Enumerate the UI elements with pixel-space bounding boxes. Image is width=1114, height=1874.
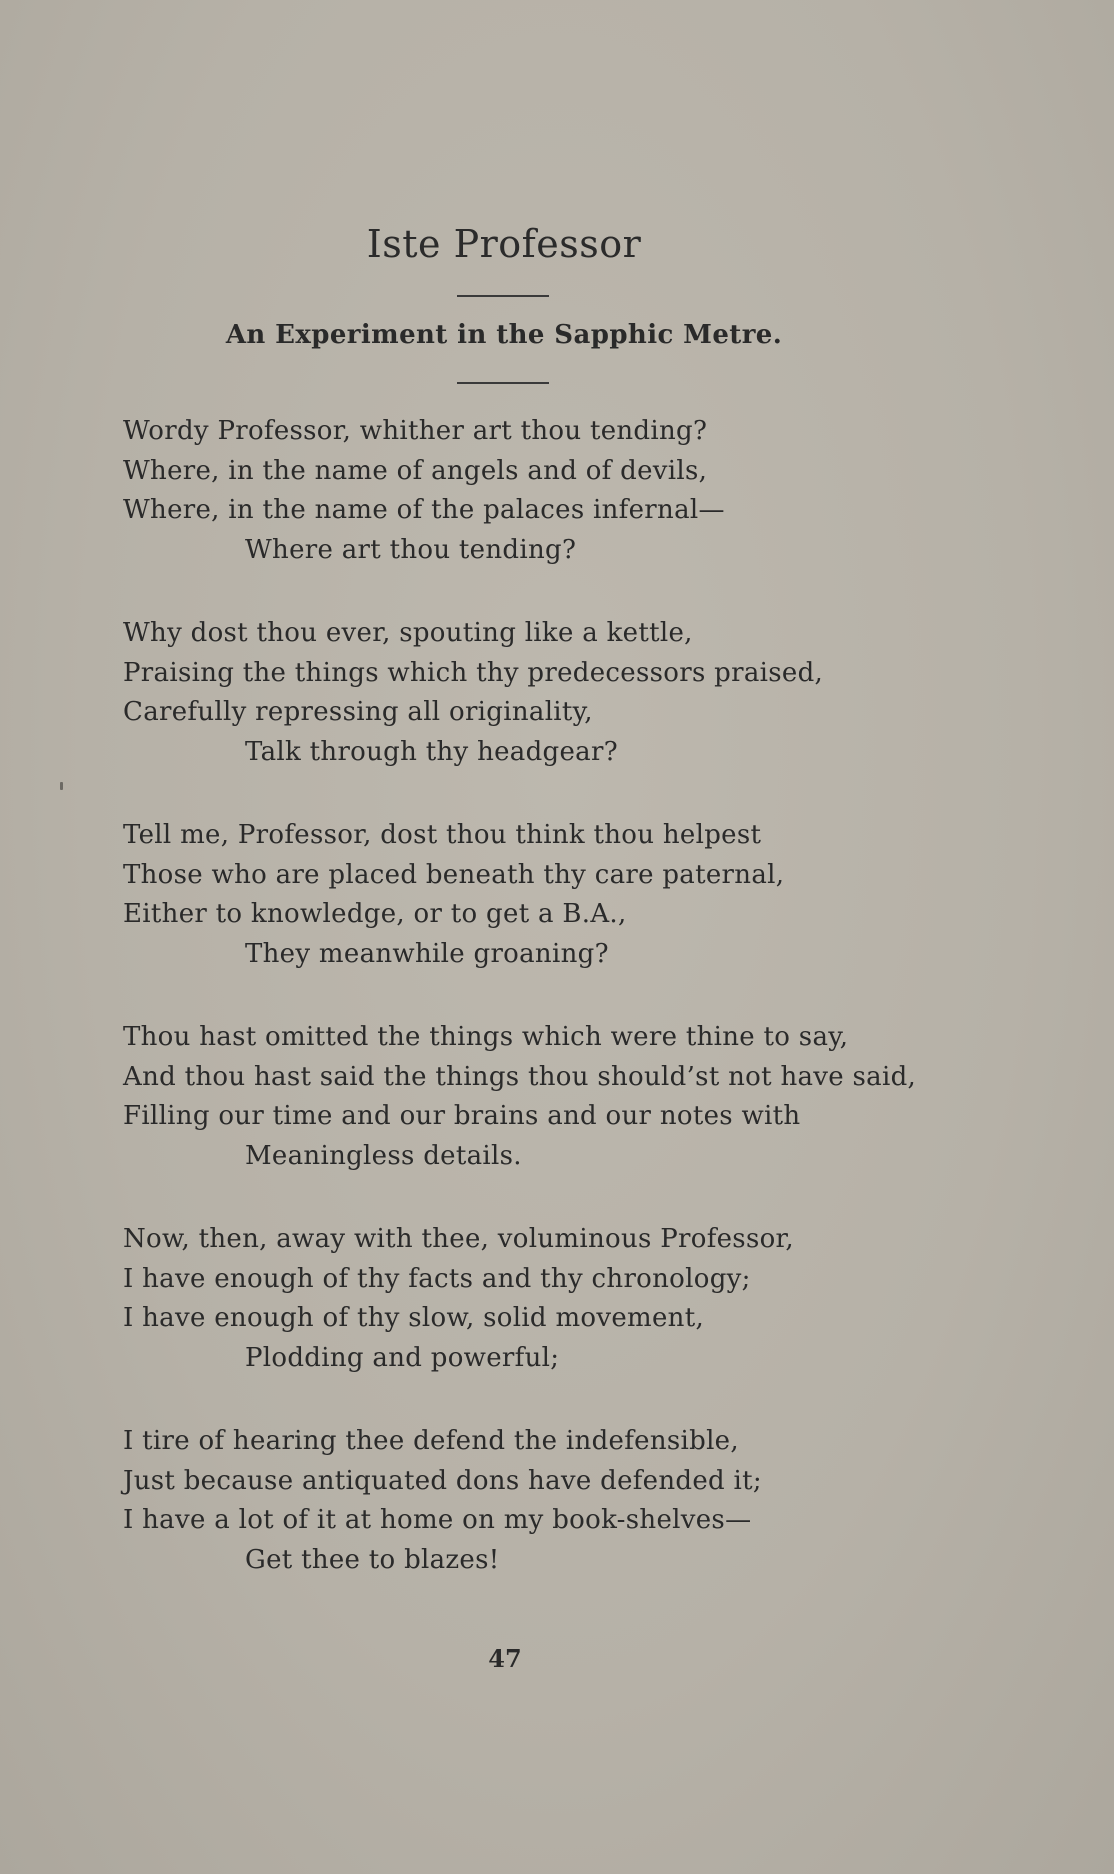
poem-line: Where, in the name of the palaces infernal— (123, 495, 725, 525)
poem-line: Those who are placed beneath thy care paternal, (123, 859, 785, 890)
poem-line-refrain: They meanwhile groaning? (245, 938, 609, 969)
poem-line: I have a lot of it at home on my book-shelves— (123, 1505, 752, 1535)
title-divider-top (457, 295, 549, 297)
paper-speck (60, 782, 63, 790)
poem-line-refrain: Meaningless details. (245, 1140, 522, 1171)
poem-line: Now, then, away with thee, voluminous Professor, (123, 1224, 794, 1254)
poem-line: Where, in the name of angels and of devils, (123, 455, 708, 486)
stanza-1 (123, 412, 1023, 570)
stanza-3 (123, 816, 1023, 974)
poem-line-refrain: Plodding and powerful; (245, 1342, 560, 1373)
poem-subtitle: An Experiment in the Sapphic Metre. (225, 320, 783, 350)
poem-line: I have enough of thy facts and thy chronology; (123, 1263, 751, 1294)
poem-line: Carefully repressing all originality, (123, 697, 593, 727)
poem-line: I have enough of thy slow, solid movement, (123, 1303, 705, 1333)
poem-line: Thou hast omitted the things which were thine to say, (123, 1022, 849, 1052)
poem-line: Why dost thou ever, spouting like a kettle, (123, 618, 693, 648)
poem-body (123, 412, 1023, 1624)
poem-line: And thou hast said the things thou should’st not have said, (123, 1061, 917, 1092)
poem-line: Praising the things which thy predecessors praised, (123, 657, 824, 688)
stanza-2 (123, 614, 1023, 772)
poem-line: Just because antiquated dons have defended it; (123, 1465, 762, 1496)
poem-title: Iste Professor (366, 222, 642, 266)
poem-line: Filling our time and our brains and our notes with (123, 1101, 801, 1131)
poem-line: Tell me, Professor, dost thou think thou helpest (123, 820, 762, 850)
title-divider-bottom (457, 382, 549, 384)
poem-line-refrain: Get thee to blazes! (245, 1544, 500, 1575)
poem-line: Either to knowledge, or to get a B.A., (123, 899, 627, 929)
stanza-4 (123, 1018, 1023, 1176)
poem-line-refrain: Where art thou tending? (245, 534, 577, 565)
page-number: 47 (488, 1644, 522, 1673)
stanza-5 (123, 1220, 1023, 1378)
poem-line-refrain: Talk through thy headgear? (245, 736, 618, 767)
poem-line: Wordy Professor, whither art thou tending? (123, 416, 708, 446)
poem-line: I tire of hearing thee defend the indefensible, (123, 1426, 739, 1456)
stanza-6 (123, 1422, 1023, 1580)
